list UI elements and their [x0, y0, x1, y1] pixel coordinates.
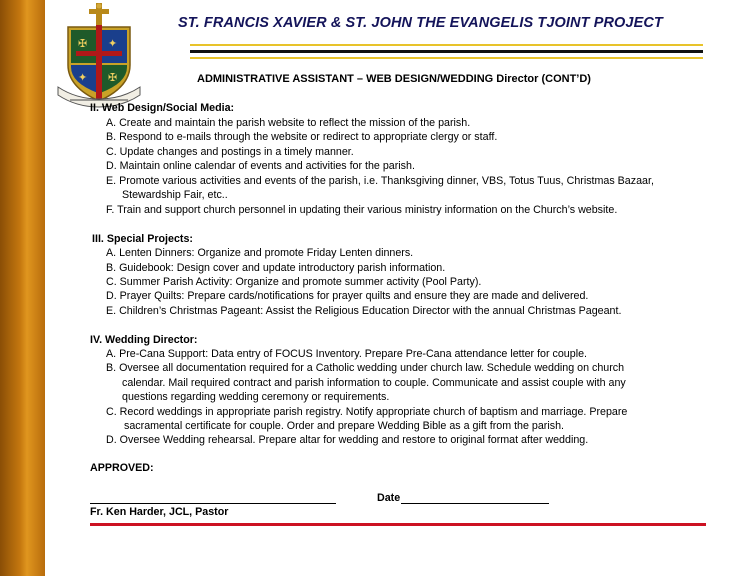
title-rule-gold-bottom [190, 57, 703, 59]
list-item: D. Maintain online calendar of events and activities for the parish. [106, 160, 415, 172]
list-item: A. Create and maintain the parish website to reflect the mission of the parish. [106, 117, 471, 129]
list-item: B. Oversee all documentation required for a Catholic wedding under church law. Schedule wedding on church [106, 362, 625, 374]
sidebar-stripe [0, 0, 45, 576]
signer-name: Fr. Ken Harder, JCL, Pastor [90, 506, 229, 518]
svg-text:✠: ✠ [108, 71, 118, 84]
list-item-continued: questions regarding wedding ceremony or requirements. [122, 391, 390, 403]
signature-line[interactable] [90, 503, 336, 504]
list-item-continued: calendar. Mail required contract and parish information to couple. Communicate and assist couple with any [122, 377, 626, 389]
title-rule-black [190, 50, 703, 53]
section-heading-wedding-director: IV. Wedding Director: [90, 334, 198, 346]
list-item: C. Summer Parish Activity: Organize and promote summer activity (Pool Party). [106, 276, 482, 288]
list-item: B. Guidebook: Design cover and update introductory parish information. [106, 262, 446, 274]
list-item: E. Promote various activities and events of the parish, i.e. Thanksgiving dinner, VBS, Totus Tuus, Christmas Bazaar, [106, 175, 654, 187]
list-item: A. Pre-Cana Support: Data entry of FOCUS Inventory. Prepare Pre-Cana attendance letter for couple. [106, 348, 587, 360]
svg-text:✦: ✦ [108, 37, 118, 50]
section-heading-web-design: II. Web Design/Social Media: [90, 102, 235, 114]
title-rule-gold-top [190, 44, 703, 46]
list-item: C. Record weddings in appropriate parish registry. Notify appropriate church of baptism and marriage. Prepare [106, 406, 628, 418]
list-item: A. Lenten Dinners: Organize and promote Friday Lenten dinners. [106, 247, 414, 259]
list-item: D. Prayer Quilts: Prepare cards/notifications for prayer quilts and ensure they are made and delivered. [106, 290, 589, 302]
list-item: F. Train and support church personnel in updating their various ministry information on the Church’s website. [106, 204, 618, 216]
date-label: Date [377, 492, 401, 504]
list-item: C. Update changes and postings in a timely manner. [106, 146, 354, 158]
list-item-continued: sacramental certificate for couple. Order and prepare Wedding Bible as a gift from the parish. [124, 420, 564, 432]
list-item: B. Respond to e-mails through the website or redirect to appropriate clergy or staff. [106, 131, 498, 143]
svg-text:✦: ✦ [78, 71, 88, 84]
approved-label: APPROVED: [90, 462, 154, 474]
page-title: ST. FRANCIS XAVIER & ST. JOHN THE EVANGELIS TJOINT PROJECT [178, 15, 663, 31]
parish-crest-icon [56, 3, 142, 111]
footer-rule [90, 523, 706, 526]
list-item-continued: Stewardship Fair, etc.. [122, 189, 228, 201]
section-heading-special-projects: III. Special Projects: [92, 233, 193, 245]
list-item: E. Children’s Christmas Pageant: Assist the Religious Education Director with the annual Christmas Pageant. [106, 305, 622, 317]
date-line[interactable] [401, 503, 549, 504]
page-subtitle: ADMINISTRATIVE ASSISTANT – WEB DESIGN/WEDDING Director (CONT’D) [197, 73, 591, 85]
list-item: D. Oversee Wedding rehearsal. Prepare altar for wedding and restore to original format after wedding. [106, 434, 589, 446]
svg-text:✠: ✠ [78, 37, 88, 50]
